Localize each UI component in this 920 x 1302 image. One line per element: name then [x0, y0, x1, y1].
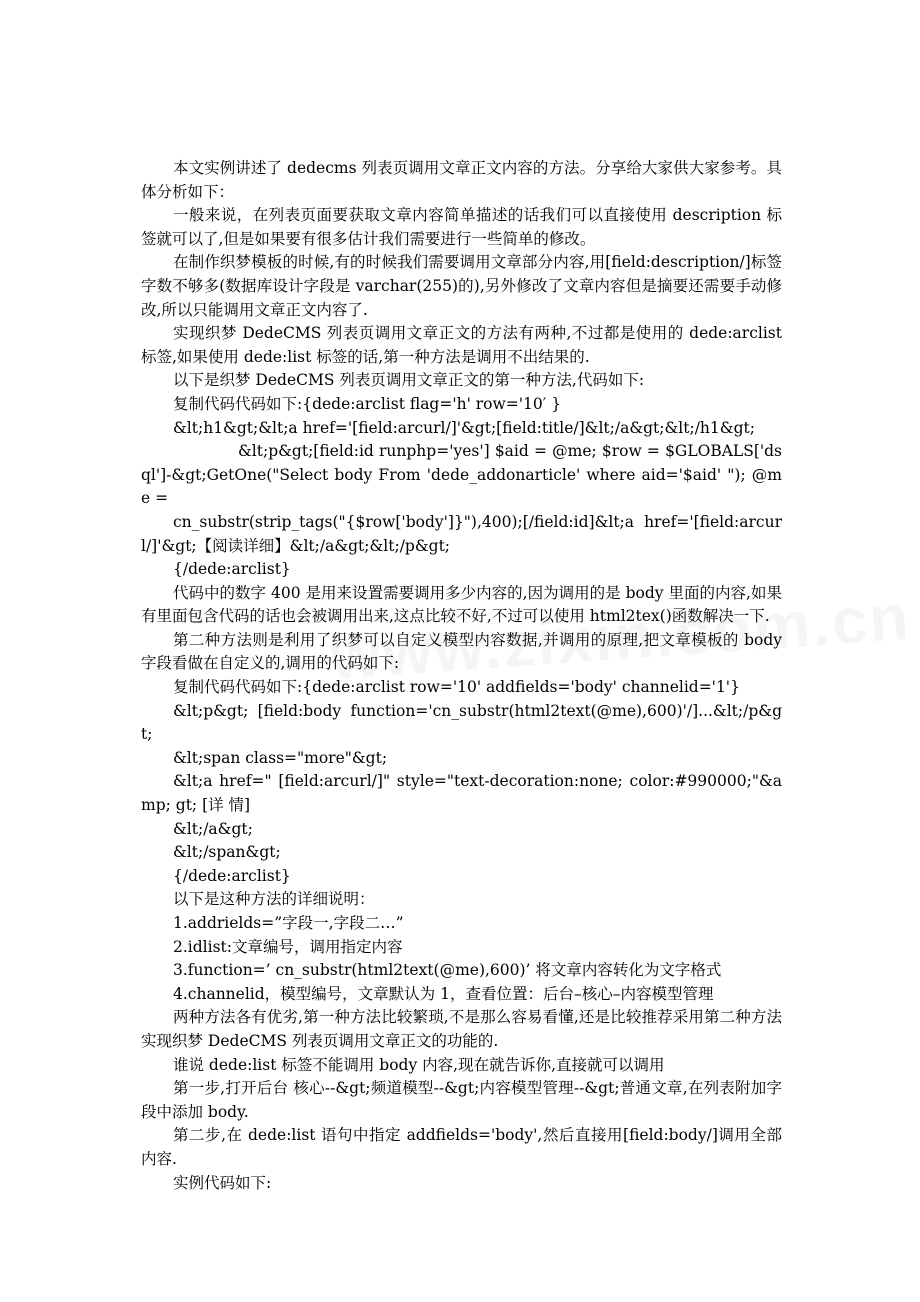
- paragraph-description-tag: 一般来说，在列表页面要获取文章内容简单描述的话我们可以直接使用 description 标签就可以了,但是如果要有很多估计我们需要进行一些简单的修改。: [141, 206, 782, 248]
- paragraph-details-heading: 以下是这种方法的详细说明：: [173, 890, 375, 909]
- code-line-arclist-open: 复制代码代码如下:{dede:arclist flag='h' row='10′ }: [173, 394, 562, 413]
- article-body: [141, 157, 782, 1195]
- paragraph-list-body: 谁说 dede:list 标签不能调用 body 内容,现在就告诉你,直接就可以调用: [173, 1055, 665, 1074]
- paragraph-method1-intro: 以下是织梦 DedeCMS 列表页调用文章正文的第一种方法,代码如下:: [173, 371, 645, 390]
- paragraph-method2-intro: 第二种方法则是利用了织梦可以自定义模型内容数据,并调用的原理,把文章模板的 body 字段看做在自定义的,调用的代码如下:: [141, 630, 782, 673]
- list-item-idlist: 2.idlist:文章编号，调用指定内容: [173, 937, 403, 956]
- code-line-arclist-close: {/dede:arclist}: [173, 560, 291, 579]
- paragraph-400-note: 代码中的数字 400 是用来设置需要调用多少内容的,因为调用的是 body 里面的内容,如果有里面包含代码的话也会被调用出来,这点比较不好,不过可以使用 html2tex()函数解决一下.: [141, 583, 782, 626]
- paragraph-template-note: 在制作织梦模板的时候,有的时候我们需要调用文章部分内容,用[field:description/]标签字数不够多(数据库设计字段是 varchar(255)的),另外修改了文章内容但是摘要还需要手动修改,所以只能调用文章正文内容了.: [141, 253, 782, 319]
- code-line-body-function: &lt;p&gt; [field:body function='cn_substr(html2text(@me),600)'/]...&lt;/p&gt;: [141, 701, 782, 744]
- paragraph-intro: 本文实例讲述了 dedecms 列表页调用文章正文内容的方法。分享给大家供大家参考。具体分析如下：: [141, 159, 782, 201]
- code-line-span-open: &lt;span class="more"&gt;: [173, 748, 388, 767]
- list-item-addfields: 1.addrields=”字段一,字段二…”: [173, 914, 404, 932]
- code-line-anchor-close: &lt;/a&gt;: [173, 819, 253, 838]
- list-item-channelid: 4.channelid，模型编号，文章默认为 1，查看位置：后台–核心–内容模型管理: [173, 984, 714, 1003]
- code-line-anchor: &lt;a href=" [field:arcurl/]" style="text-decoration:none; color:#990000;"&amp; gt; [详 情]: [141, 772, 782, 815]
- paragraph-step2: 第二步,在 dede:list 语句中指定 addfields='body',然后直接用[field:body/]调用全部内容.: [141, 1126, 782, 1168]
- paragraph-example-code: 实例代码如下:: [173, 1173, 272, 1192]
- list-item-function: 3.function=’ cn_substr(html2text(@me),600)’ 将文章内容转化为文字格式: [173, 961, 722, 980]
- code-line-runphp: &lt;p&gt;[field:id runphp='yes'] $aid = @me; $row = $GLOBALS['dsql']-&gt;GetOne("Select body From 'dede_addonarticle' where aid='$aid' "); @me =: [141, 442, 782, 508]
- paragraph-step1: 第一步,打开后台 核心--&gt;频道模型--&gt;内容模型管理--&gt;普通文章,在列表附加字段中添加 body.: [141, 1079, 782, 1121]
- code-line-substr: cn_substr(strip_tags("{$row['body']}"),400);[/field:id]&lt;a href='[field:arcurl/]'&gt;【阅读详细】&lt;/a&gt;&lt;/p&gt;: [141, 512, 782, 555]
- code-line-span-close: &lt;/span&gt;: [173, 843, 281, 862]
- code-line-h1: &lt;h1&gt;&lt;a href='[field:arcurl/]'&gt;[field:title/]&lt;/a&gt;&lt;/h1&gt;: [173, 418, 755, 437]
- code-line-arclist-close-2: {/dede:arclist}: [173, 866, 291, 885]
- paragraph-comparison: 两种方法各有优劣,第一种方法比较繁琐,不是那么容易看懂,还是比较推荐采用第二种方法实现织梦 DedeCMS 列表页调用文章正文的功能的.: [141, 1008, 782, 1050]
- code-line-arclist-addfields: 复制代码代码如下:{dede:arclist row='10' addfields='body' channelid='1'}: [173, 678, 740, 697]
- paragraph-two-methods: 实现织梦 DedeCMS 列表页调用文章正文的方法有两种,不过都是使用的 dede:arclist 标签,如果使用 dede:list 标签的话,第一种方法是调用不出结果的.: [141, 324, 782, 366]
